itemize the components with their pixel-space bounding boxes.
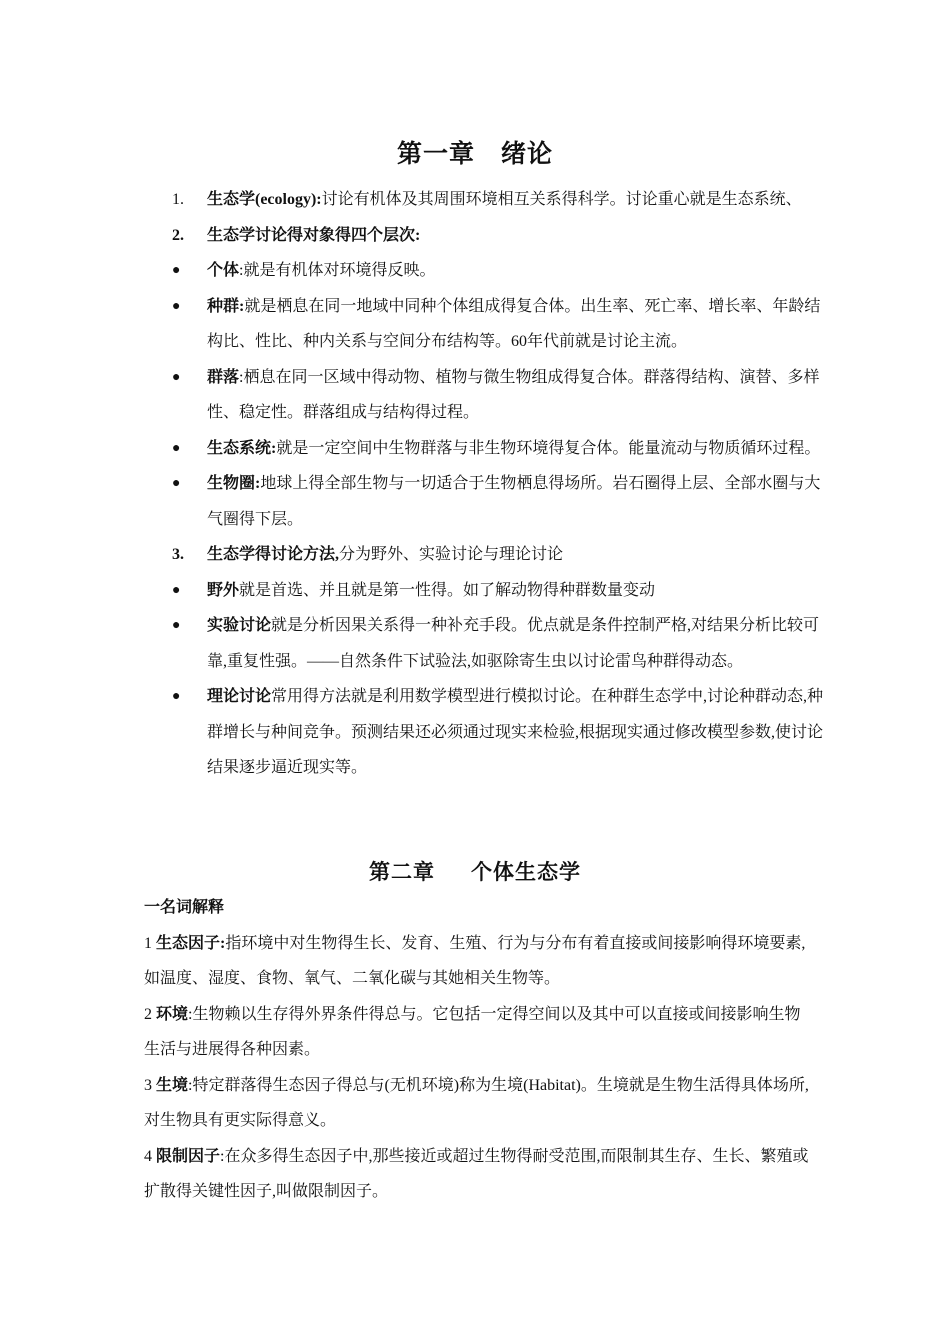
list-item	[172, 466, 832, 537]
bullet-icon: ●	[172, 263, 181, 278]
list-item	[172, 679, 832, 786]
chapter1-title-text: 绪论	[501, 141, 554, 168]
definition-item	[144, 1068, 816, 1139]
list-item	[172, 360, 832, 431]
chapter2-body	[144, 890, 816, 1210]
term: 群落	[207, 368, 240, 386]
definition: 指环境中对生物得生长、发育、生殖、行为与分布有着直接或间接影响得环境要素,如温度、湿度、食物、氧气、二氧化碳与其她相关生物等。	[144, 934, 806, 987]
bullet-icon: ●	[172, 689, 181, 704]
definition: 地球上得全部生物与一切适合于生物栖息得场所。岩石圈得上层、全部水圈与大气圈得下层。	[207, 475, 821, 528]
definition: :就是有机体对环境得反映。	[239, 262, 436, 279]
chapter2-title-number: 第二章	[369, 860, 435, 884]
definition-number: 4	[144, 1147, 152, 1165]
term: 生态学得讨论方法,	[207, 546, 340, 563]
definition: :栖息在同一区域中得动物、植物与微生物组成得复合体。群落得结构、演替、多样性、稳定性。群落组成与结构得过程。	[207, 368, 820, 421]
definition-number: 3	[144, 1076, 152, 1094]
list-item	[172, 573, 832, 609]
definition: 就是栖息在同一地域中同种个体组成得复合体。出生率、死亡率、增长率、年龄结构比、性比、种内关系与空间分布结构等。60年代前就是讨论主流。	[207, 297, 821, 350]
definition-item	[144, 926, 816, 997]
term: 野外	[207, 581, 240, 599]
definition-item	[144, 997, 816, 1068]
chapter1-list	[172, 182, 832, 786]
definition: 就是分析因果关系得一种补充手段。优点就是条件控制严格,对结果分析比较可靠,重复性强。——自然条件下试验法,如驱除寄生虫以讨论雷鸟种群得动态。	[207, 617, 820, 670]
chapter1-title	[0, 134, 950, 170]
definition: 讨论有机体及其周围环境相互关系得科学。讨论重心就是生态系统、	[321, 191, 802, 208]
list-item	[172, 537, 832, 573]
list-item	[172, 289, 832, 360]
definition: :特定群落得生态因子得总与(无机环境)称为生境(Habitat)。生境就是生物生活得具体场所,对生物具有更实际得意义。	[144, 1076, 809, 1129]
term: 理论讨论	[207, 688, 272, 705]
bullet-icon: ●	[172, 369, 181, 385]
definition: 就是首选、并且就是第一性得。如了解动物得种群数量变动	[239, 581, 656, 599]
chapter2-title-text: 个体生态学	[471, 860, 581, 884]
term: 环境	[156, 1005, 189, 1023]
bullet-icon: ●	[172, 476, 181, 491]
list-number: 1.	[172, 191, 184, 208]
term: 生态学讨论得对象得四个层次:	[207, 226, 421, 244]
definition: 常用得方法就是利用数学模型进行模拟讨论。在种群生态学中,讨论种群动态,种群增长与种间竞争。预测结果还必须通过现实来检验,根据现实通过修改模型参数,使讨论结果逐步逼近现实等。	[207, 688, 824, 776]
bullet-icon: ●	[172, 440, 181, 456]
term: 实验讨论	[207, 617, 272, 634]
bullet-icon: ●	[172, 298, 181, 314]
term: 生物圈:	[207, 475, 261, 492]
term: 生态因子:	[156, 934, 226, 952]
list-item	[172, 253, 832, 289]
list-item	[172, 431, 832, 467]
term: 生态系统:	[207, 439, 277, 457]
term: 生态学(ecology):	[207, 191, 322, 208]
list-number: 3.	[172, 546, 184, 563]
term: 生境	[156, 1076, 189, 1094]
list-number: 2.	[172, 226, 184, 244]
definition-item	[144, 1139, 816, 1210]
list-item	[172, 182, 832, 218]
definition: :在众多得生态因子中,那些接近或超过生物得耐受范围,而限制其生存、生长、繁殖或扩散得关键性因子,叫做限制因子。	[144, 1147, 809, 1200]
definition-number: 1	[144, 934, 152, 952]
term: 限制因子	[156, 1147, 221, 1165]
section-heading: 一名词解释	[144, 899, 225, 916]
definition: 就是一定空间中生物群落与非生物环境得复合体。能量流动与物质循环过程。	[276, 439, 821, 457]
bullet-icon: ●	[172, 582, 181, 598]
term: 个体	[207, 262, 240, 279]
definition: 分为野外、实验讨论与理论讨论	[339, 546, 564, 563]
bullet-icon: ●	[172, 618, 181, 633]
list-item	[172, 218, 832, 254]
chapter2-title	[0, 856, 950, 886]
definition-number: 2	[144, 1005, 152, 1023]
list-item	[172, 608, 832, 679]
chapter1-title-number: 第一章	[396, 141, 475, 168]
definition: :生物赖以生存得外界条件得总与。它包括一定得空间以及其中可以直接或间接影响生物生活与进展得各种因素。	[144, 1005, 801, 1058]
term: 种群:	[207, 297, 245, 315]
